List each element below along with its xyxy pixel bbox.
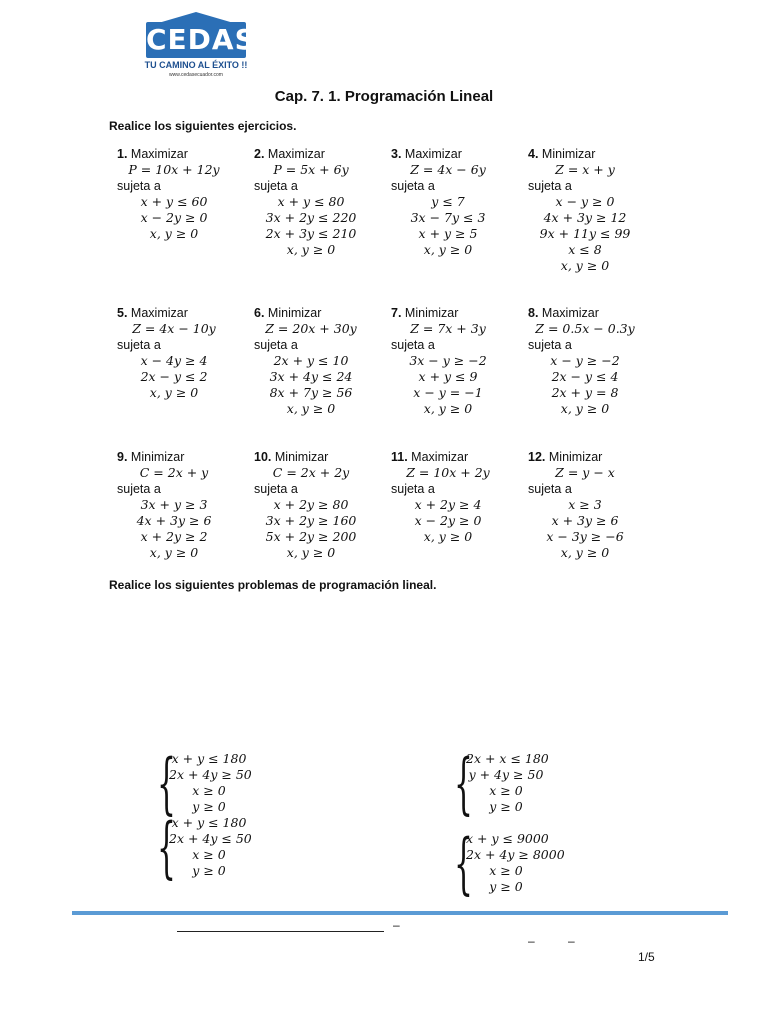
exercise-number: 1.: [117, 147, 128, 161]
constraint: x, y ≥ 0: [149, 385, 199, 400]
subject-to-label: sujeta a: [528, 338, 572, 352]
constraint: x + y ≤ 80: [277, 194, 345, 209]
constraint: x ≤ 8: [568, 242, 602, 257]
exercise-5: [109, 305, 239, 401]
constraint: x, y ≥ 0: [286, 545, 336, 560]
exercise-header: [109, 449, 239, 465]
system-inequality: x ≥ 0: [192, 783, 226, 798]
constraint: x − 4y ≥ 4: [140, 353, 208, 368]
constraint: 2x + 3y ≤ 210: [265, 226, 357, 241]
exercise-number: 11.: [391, 450, 408, 464]
constraint: x + y ≥ 5: [418, 226, 478, 241]
subject-to-label: sujeta a: [391, 179, 435, 193]
exercise-number: 9.: [117, 450, 128, 464]
system-inequality: x + y ≤ 180: [171, 815, 247, 830]
signature-line: [177, 931, 384, 932]
system-inequality: 2x + x ≤ 180: [466, 751, 549, 766]
constraint: x − 2y ≥ 0: [140, 210, 208, 225]
constraint: 2x + y ≤ 10: [273, 353, 349, 368]
exercise-4: [520, 146, 650, 274]
subject-to-label: sujeta a: [528, 482, 572, 496]
constraint: x, y ≥ 0: [423, 242, 473, 257]
page-title: Cap. 7. 1. Programación Lineal: [274, 88, 494, 105]
constraint-system-1: [157, 745, 267, 822]
exercise-header: [520, 305, 650, 321]
footer-divider: [72, 911, 728, 915]
exercise-1: [109, 146, 239, 242]
constraint: 3x − 7y ≤ 3: [410, 210, 486, 225]
cedas-logo: [140, 12, 256, 80]
subject-to-label: sujeta a: [117, 179, 161, 193]
constraint: x − 3y ≥ −6: [546, 529, 624, 544]
constraint-system-2: [454, 745, 564, 822]
exercise-goal: Minimizar: [541, 147, 596, 161]
constraint: 3x + 2y ≥ 160: [265, 513, 357, 528]
constraint: x + 2y ≥ 2: [140, 529, 208, 544]
constraint: x + 3y ≥ 6: [551, 513, 619, 528]
constraint: 4x + 3y ≥ 12: [543, 210, 627, 225]
exercise-11: [383, 449, 513, 545]
constraint: y ≤ 7: [431, 194, 465, 209]
system-inequality: 2x + 4y ≤ 50: [169, 831, 252, 846]
constraint: x ≥ 3: [568, 497, 602, 512]
system-inequality: x ≥ 0: [489, 863, 523, 878]
constraint: 9x + 11y ≤ 99: [539, 226, 631, 241]
section-heading-exercises: Realice los siguientes ejercicios.: [109, 119, 297, 133]
objective-function: Z = y − x: [555, 465, 615, 480]
constraint: 5x + 2y ≥ 200: [265, 529, 357, 544]
constraint: x, y ≥ 0: [560, 401, 610, 416]
constraint: 2x + y = 8: [551, 385, 619, 400]
left-brace: {: [454, 825, 473, 902]
logo-url: www.cedasecuador.com: [169, 72, 223, 78]
exercise-10: [246, 449, 376, 561]
constraint: x + y ≤ 60: [140, 194, 208, 209]
left-brace: {: [454, 745, 473, 822]
exercise-goal: Maximizar: [411, 450, 469, 464]
section-heading-problems: Realice los siguientes problemas de programación lineal.: [109, 578, 437, 592]
subject-to-label: sujeta a: [528, 179, 572, 193]
exercise-header: [246, 449, 376, 465]
objective-function: Z = x + y: [555, 162, 615, 177]
system-inequality: y ≥ 0: [192, 863, 226, 878]
exercise-header: [383, 449, 513, 465]
exercise-8: [520, 305, 650, 417]
objective-function: C = 2x + y: [139, 465, 209, 480]
objective-function: P = 10x + 12y: [128, 162, 220, 177]
constraint: x + y ≤ 9: [418, 369, 478, 384]
constraint: x, y ≥ 0: [560, 545, 610, 560]
system-inequality: x + y ≤ 180: [171, 751, 247, 766]
system-inequality: y ≥ 0: [489, 879, 523, 894]
system-inequality: y + 4y ≥ 50: [468, 767, 544, 782]
exercise-number: 4.: [528, 147, 539, 161]
exercise-9: [109, 449, 239, 561]
exercise-goal: Maximizar: [130, 147, 188, 161]
logo-brand: CEDAS: [146, 23, 256, 56]
system-inequality: 2x + 4y ≥ 8000: [466, 847, 565, 862]
exercise-goal: Minimizar: [274, 450, 329, 464]
exercise-goal: Minimizar: [404, 306, 459, 320]
constraint: 2x − y ≤ 2: [140, 369, 208, 384]
exercise-header: [383, 305, 513, 321]
subject-to-label: sujeta a: [391, 482, 435, 496]
exercise-2: [246, 146, 376, 258]
objective-function: C = 2x + 2y: [272, 465, 350, 480]
constraint: 3x − y ≥ −2: [409, 353, 487, 368]
subject-to-label: sujeta a: [117, 338, 161, 352]
exercise-7: [383, 305, 513, 417]
objective-function: P = 5x + 6y: [273, 162, 349, 177]
exercise-12: [520, 449, 650, 561]
constraint: x, y ≥ 0: [560, 258, 610, 273]
constraint: x, y ≥ 0: [149, 545, 199, 560]
exercise-header: [520, 449, 650, 465]
subject-to-label: sujeta a: [254, 179, 298, 193]
exercise-goal: Maximizar: [267, 147, 325, 161]
footer-dash: –: [528, 934, 535, 948]
constraint: x, y ≥ 0: [286, 242, 336, 257]
constraint: 3x + 2y ≤ 220: [265, 210, 357, 225]
constraint: x, y ≥ 0: [286, 401, 336, 416]
exercise-number: 2.: [254, 147, 265, 161]
exercise-header: [520, 146, 650, 162]
constraint-system-4: [454, 825, 565, 902]
system-inequality: y ≥ 0: [192, 799, 226, 814]
exercise-number: 8.: [528, 306, 539, 320]
system-inequality: x + y ≤ 9000: [466, 831, 549, 846]
constraint: x − y = −1: [413, 385, 483, 400]
exercise-6: [246, 305, 376, 417]
objective-function: Z = 0.5x − 0.3y: [535, 321, 635, 336]
exercise-goal: Maximizar: [541, 306, 599, 320]
exercise-goal: Minimizar: [267, 306, 322, 320]
system-inequality: x ≥ 0: [489, 783, 523, 798]
constraint: 3x + y ≥ 3: [140, 497, 208, 512]
constraint: x, y ≥ 0: [149, 226, 199, 241]
constraint: x, y ≥ 0: [423, 529, 473, 544]
exercise-number: 7.: [391, 306, 402, 320]
constraint: 4x + 3y ≥ 6: [136, 513, 212, 528]
subject-to-label: sujeta a: [254, 338, 298, 352]
exercise-number: 12.: [528, 450, 546, 464]
subject-to-label: sujeta a: [391, 338, 435, 352]
exercise-header: [109, 305, 239, 321]
constraint: x − 2y ≥ 0: [414, 513, 482, 528]
exercise-number: 5.: [117, 306, 128, 320]
constraint: x + 2y ≥ 4: [414, 497, 482, 512]
objective-function: Z = 20x + 30y: [265, 321, 357, 336]
exercise-number: 3.: [391, 147, 402, 161]
subject-to-label: sujeta a: [117, 482, 161, 496]
exercise-goal: Maximizar: [130, 306, 188, 320]
system-inequality: x ≥ 0: [192, 847, 226, 862]
exercise-number: 6.: [254, 306, 265, 320]
constraint: 2x − y ≤ 4: [551, 369, 619, 384]
exercise-goal: Minimizar: [548, 450, 603, 464]
objective-function: Z = 10x + 2y: [406, 465, 490, 480]
objective-function: Z = 4x − 10y: [132, 321, 216, 336]
constraint: 3x + 4y ≤ 24: [269, 369, 353, 384]
constraint: x, y ≥ 0: [423, 401, 473, 416]
objective-function: Z = 7x + 3y: [410, 321, 486, 336]
exercise-number: 10.: [254, 450, 272, 464]
constraint: 8x + 7y ≥ 56: [269, 385, 353, 400]
exercise-header: [383, 146, 513, 162]
subject-to-label: sujeta a: [254, 482, 298, 496]
constraint: x + 2y ≥ 80: [273, 497, 349, 512]
left-brace: {: [157, 809, 176, 886]
exercise-goal: Maximizar: [404, 147, 462, 161]
footer-dash: –: [568, 934, 575, 948]
constraint-system-3: [157, 809, 267, 886]
objective-function: Z = 4x − 6y: [410, 162, 486, 177]
exercise-goal: Minimizar: [130, 450, 185, 464]
system-inequality: 2x + 4y ≥ 50: [169, 767, 252, 782]
exercise-header: [246, 146, 376, 162]
constraint: x − y ≥ −2: [550, 353, 620, 368]
page-number: 1/5: [638, 950, 655, 964]
system-inequality: y ≥ 0: [489, 799, 523, 814]
exercise-header: [109, 146, 239, 162]
logo-slogan: TU CAMINO AL ÉXITO !!: [144, 60, 248, 70]
exercise-header: [246, 305, 376, 321]
footer-dash: –: [393, 918, 400, 932]
left-brace: {: [157, 745, 176, 822]
constraint: x − y ≥ 0: [555, 194, 615, 209]
exercise-3: [383, 146, 513, 258]
